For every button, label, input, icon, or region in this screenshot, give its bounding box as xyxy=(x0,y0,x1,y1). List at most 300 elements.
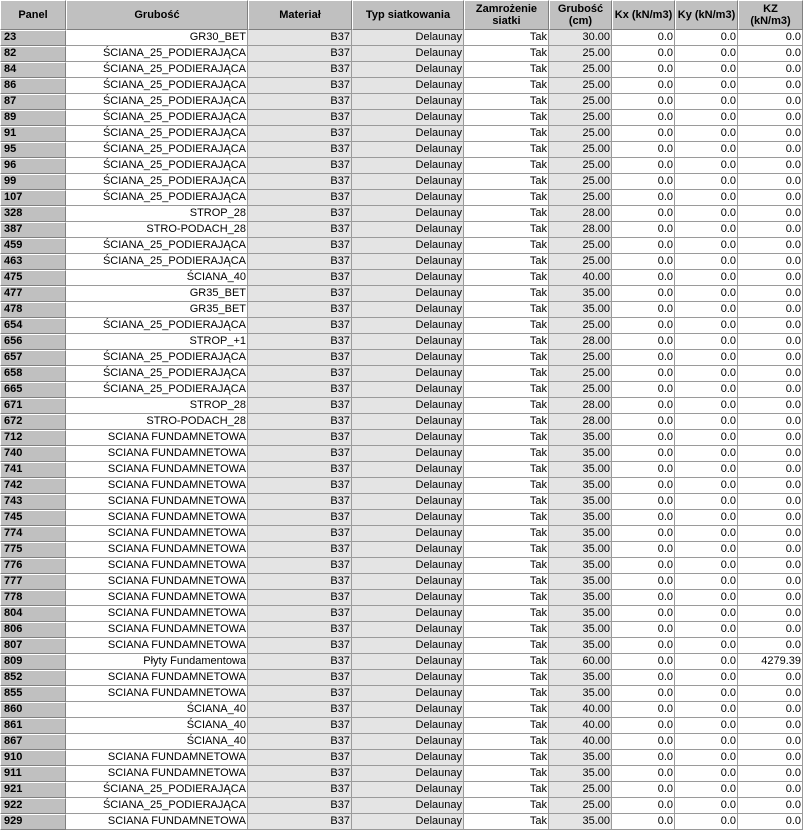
table-row[interactable] xyxy=(0,606,803,622)
cell-grubosc_cm[interactable]: 35.00 xyxy=(549,478,612,494)
cell-material[interactable]: B37 xyxy=(248,62,352,78)
row-header-panel[interactable]: 95 xyxy=(0,142,66,158)
cell-grubosc_cm[interactable]: 25.00 xyxy=(549,174,612,190)
cell-material[interactable]: B37 xyxy=(248,350,352,366)
cell-ky[interactable]: 0.0 xyxy=(675,270,738,286)
row-header-panel[interactable]: 778 xyxy=(0,590,66,606)
cell-grubosc_cm[interactable]: 35.00 xyxy=(549,462,612,478)
cell-ky[interactable]: 0.0 xyxy=(675,622,738,638)
cell-grubosc[interactable]: ŚCIANA_25_PODIERAJĄCA xyxy=(66,318,248,334)
cell-kx[interactable]: 0.0 xyxy=(612,574,675,590)
cell-typ[interactable]: Delaunay xyxy=(352,622,464,638)
cell-grubosc_cm[interactable]: 35.00 xyxy=(549,446,612,462)
table-row[interactable] xyxy=(0,302,803,318)
cell-kz[interactable]: 0.0 xyxy=(738,286,803,302)
cell-ky[interactable]: 0.0 xyxy=(675,190,738,206)
row-header-panel[interactable]: 911 xyxy=(0,766,66,782)
table-row[interactable] xyxy=(0,462,803,478)
cell-material[interactable]: B37 xyxy=(248,110,352,126)
cell-grubosc[interactable]: SCIANA FUNDAMNETOWA xyxy=(66,510,248,526)
cell-typ[interactable]: Delaunay xyxy=(352,174,464,190)
cell-typ[interactable]: Delaunay xyxy=(352,782,464,798)
cell-grubosc_cm[interactable]: 25.00 xyxy=(549,94,612,110)
row-header-panel[interactable]: 91 xyxy=(0,126,66,142)
cell-kx[interactable]: 0.0 xyxy=(612,798,675,814)
cell-kx[interactable]: 0.0 xyxy=(612,510,675,526)
cell-grubosc[interactable]: Płyty Fundamentowa xyxy=(66,654,248,670)
cell-ky[interactable]: 0.0 xyxy=(675,30,738,46)
cell-kx[interactable]: 0.0 xyxy=(612,462,675,478)
cell-kx[interactable]: 0.0 xyxy=(612,638,675,654)
cell-typ[interactable]: Delaunay xyxy=(352,766,464,782)
cell-grubosc[interactable]: SCIANA FUNDAMNETOWA xyxy=(66,574,248,590)
cell-typ[interactable]: Delaunay xyxy=(352,446,464,462)
cell-material[interactable]: B37 xyxy=(248,286,352,302)
cell-typ[interactable]: Delaunay xyxy=(352,574,464,590)
cell-kx[interactable]: 0.0 xyxy=(612,654,675,670)
table-row[interactable] xyxy=(0,782,803,798)
cell-typ[interactable]: Delaunay xyxy=(352,670,464,686)
row-header-panel[interactable]: 774 xyxy=(0,526,66,542)
cell-kx[interactable]: 0.0 xyxy=(612,334,675,350)
column-header-kx[interactable]: Kx (kN/m3) xyxy=(612,0,675,30)
cell-typ[interactable]: Delaunay xyxy=(352,222,464,238)
table-row[interactable] xyxy=(0,414,803,430)
cell-zamrozenie[interactable]: Tak xyxy=(464,366,549,382)
cell-kz[interactable]: 0.0 xyxy=(738,462,803,478)
cell-zamrozenie[interactable]: Tak xyxy=(464,190,549,206)
cell-kx[interactable]: 0.0 xyxy=(612,734,675,750)
table-row[interactable] xyxy=(0,46,803,62)
cell-typ[interactable]: Delaunay xyxy=(352,462,464,478)
cell-material[interactable]: B37 xyxy=(248,238,352,254)
cell-grubosc_cm[interactable]: 35.00 xyxy=(549,574,612,590)
cell-grubosc[interactable]: STROP_28 xyxy=(66,206,248,222)
row-header-panel[interactable]: 89 xyxy=(0,110,66,126)
row-header-panel[interactable]: 776 xyxy=(0,558,66,574)
cell-kz[interactable]: 0.0 xyxy=(738,494,803,510)
cell-ky[interactable]: 0.0 xyxy=(675,78,738,94)
cell-grubosc_cm[interactable]: 35.00 xyxy=(549,558,612,574)
cell-grubosc[interactable]: SCIANA FUNDAMNETOWA xyxy=(66,766,248,782)
row-header-panel[interactable]: 861 xyxy=(0,718,66,734)
cell-grubosc[interactable]: SCIANA FUNDAMNETOWA xyxy=(66,494,248,510)
cell-typ[interactable]: Delaunay xyxy=(352,814,464,830)
cell-grubosc_cm[interactable]: 35.00 xyxy=(549,510,612,526)
cell-typ[interactable]: Delaunay xyxy=(352,238,464,254)
cell-kz[interactable]: 0.0 xyxy=(738,238,803,254)
cell-kx[interactable]: 0.0 xyxy=(612,494,675,510)
cell-typ[interactable]: Delaunay xyxy=(352,542,464,558)
cell-kx[interactable]: 0.0 xyxy=(612,590,675,606)
cell-grubosc_cm[interactable]: 35.00 xyxy=(549,638,612,654)
cell-grubosc_cm[interactable]: 25.00 xyxy=(549,382,612,398)
cell-ky[interactable]: 0.0 xyxy=(675,94,738,110)
cell-zamrozenie[interactable]: Tak xyxy=(464,62,549,78)
cell-kz[interactable]: 0.0 xyxy=(738,366,803,382)
row-header-panel[interactable]: 804 xyxy=(0,606,66,622)
cell-ky[interactable]: 0.0 xyxy=(675,222,738,238)
row-header-panel[interactable]: 741 xyxy=(0,462,66,478)
cell-kz[interactable]: 0.0 xyxy=(738,590,803,606)
cell-material[interactable]: B37 xyxy=(248,478,352,494)
cell-kx[interactable]: 0.0 xyxy=(612,382,675,398)
table-row[interactable] xyxy=(0,174,803,190)
cell-zamrozenie[interactable]: Tak xyxy=(464,414,549,430)
cell-kx[interactable]: 0.0 xyxy=(612,190,675,206)
cell-material[interactable]: B37 xyxy=(248,254,352,270)
table-row[interactable] xyxy=(0,286,803,302)
cell-grubosc[interactable]: ŚCIANA_25_PODIERAJĄCA xyxy=(66,254,248,270)
table-row[interactable] xyxy=(0,350,803,366)
row-header-panel[interactable]: 671 xyxy=(0,398,66,414)
cell-ky[interactable]: 0.0 xyxy=(675,654,738,670)
cell-kz[interactable]: 0.0 xyxy=(738,574,803,590)
cell-ky[interactable]: 0.0 xyxy=(675,798,738,814)
cell-kx[interactable]: 0.0 xyxy=(612,478,675,494)
cell-kz[interactable]: 0.0 xyxy=(738,414,803,430)
cell-grubosc_cm[interactable]: 40.00 xyxy=(549,702,612,718)
cell-typ[interactable]: Delaunay xyxy=(352,606,464,622)
cell-kz[interactable]: 0.0 xyxy=(738,126,803,142)
cell-kz[interactable]: 0.0 xyxy=(738,718,803,734)
cell-kx[interactable]: 0.0 xyxy=(612,206,675,222)
cell-grubosc_cm[interactable]: 35.00 xyxy=(549,302,612,318)
cell-ky[interactable]: 0.0 xyxy=(675,766,738,782)
cell-material[interactable]: B37 xyxy=(248,734,352,750)
cell-zamrozenie[interactable]: Tak xyxy=(464,478,549,494)
cell-kx[interactable]: 0.0 xyxy=(612,158,675,174)
cell-grubosc_cm[interactable]: 25.00 xyxy=(549,158,612,174)
cell-typ[interactable]: Delaunay xyxy=(352,526,464,542)
table-row[interactable] xyxy=(0,686,803,702)
cell-ky[interactable]: 0.0 xyxy=(675,334,738,350)
cell-zamrozenie[interactable]: Tak xyxy=(464,398,549,414)
cell-material[interactable]: B37 xyxy=(248,78,352,94)
row-header-panel[interactable]: 672 xyxy=(0,414,66,430)
cell-kx[interactable]: 0.0 xyxy=(612,286,675,302)
row-header-panel[interactable]: 745 xyxy=(0,510,66,526)
cell-kz[interactable]: 0.0 xyxy=(738,702,803,718)
cell-zamrozenie[interactable]: Tak xyxy=(464,126,549,142)
cell-material[interactable]: B37 xyxy=(248,430,352,446)
table-row[interactable] xyxy=(0,558,803,574)
cell-grubosc[interactable]: ŚCIANA_25_PODIERAJĄCA xyxy=(66,238,248,254)
cell-typ[interactable]: Delaunay xyxy=(352,302,464,318)
cell-ky[interactable]: 0.0 xyxy=(675,430,738,446)
cell-kz[interactable]: 0.0 xyxy=(738,766,803,782)
cell-material[interactable]: B37 xyxy=(248,702,352,718)
cell-kz[interactable]: 0.0 xyxy=(738,254,803,270)
cell-kz[interactable]: 0.0 xyxy=(738,350,803,366)
cell-zamrozenie[interactable]: Tak xyxy=(464,590,549,606)
cell-zamrozenie[interactable]: Tak xyxy=(464,462,549,478)
cell-material[interactable]: B37 xyxy=(248,382,352,398)
cell-material[interactable]: B37 xyxy=(248,542,352,558)
cell-grubosc_cm[interactable]: 60.00 xyxy=(549,654,612,670)
cell-grubosc_cm[interactable]: 25.00 xyxy=(549,238,612,254)
cell-material[interactable]: B37 xyxy=(248,494,352,510)
cell-kz[interactable]: 4279.39 xyxy=(738,654,803,670)
cell-typ[interactable]: Delaunay xyxy=(352,414,464,430)
table-row[interactable] xyxy=(0,654,803,670)
column-header-zamrozenie[interactable]: Zamrożenie siatki xyxy=(464,0,549,30)
cell-grubosc[interactable]: ŚCIANA_25_PODIERAJĄCA xyxy=(66,190,248,206)
cell-kx[interactable]: 0.0 xyxy=(612,814,675,830)
cell-kx[interactable]: 0.0 xyxy=(612,750,675,766)
cell-zamrozenie[interactable]: Tak xyxy=(464,430,549,446)
cell-ky[interactable]: 0.0 xyxy=(675,702,738,718)
cell-ky[interactable]: 0.0 xyxy=(675,174,738,190)
cell-kx[interactable]: 0.0 xyxy=(612,718,675,734)
cell-ky[interactable]: 0.0 xyxy=(675,478,738,494)
cell-ky[interactable]: 0.0 xyxy=(675,670,738,686)
cell-material[interactable]: B37 xyxy=(248,558,352,574)
row-header-panel[interactable]: 657 xyxy=(0,350,66,366)
cell-grubosc_cm[interactable]: 28.00 xyxy=(549,334,612,350)
cell-grubosc[interactable]: ŚCIANA_40 xyxy=(66,718,248,734)
row-header-panel[interactable]: 463 xyxy=(0,254,66,270)
cell-zamrozenie[interactable]: Tak xyxy=(464,622,549,638)
cell-kx[interactable]: 0.0 xyxy=(612,142,675,158)
cell-typ[interactable]: Delaunay xyxy=(352,366,464,382)
cell-ky[interactable]: 0.0 xyxy=(675,494,738,510)
cell-zamrozenie[interactable]: Tak xyxy=(464,558,549,574)
row-header-panel[interactable]: 86 xyxy=(0,78,66,94)
cell-material[interactable]: B37 xyxy=(248,654,352,670)
cell-kz[interactable]: 0.0 xyxy=(738,446,803,462)
cell-kz[interactable]: 0.0 xyxy=(738,302,803,318)
cell-kx[interactable]: 0.0 xyxy=(612,302,675,318)
cell-grubosc_cm[interactable]: 25.00 xyxy=(549,798,612,814)
cell-ky[interactable]: 0.0 xyxy=(675,462,738,478)
table-row[interactable] xyxy=(0,702,803,718)
cell-typ[interactable]: Delaunay xyxy=(352,494,464,510)
cell-zamrozenie[interactable]: Tak xyxy=(464,78,549,94)
cell-grubosc[interactable]: ŚCIANA_25_PODIERAJĄCA xyxy=(66,126,248,142)
cell-grubosc_cm[interactable]: 35.00 xyxy=(549,766,612,782)
cell-zamrozenie[interactable]: Tak xyxy=(464,526,549,542)
cell-zamrozenie[interactable]: Tak xyxy=(464,270,549,286)
table-row[interactable] xyxy=(0,734,803,750)
row-header-panel[interactable]: 740 xyxy=(0,446,66,462)
cell-typ[interactable]: Delaunay xyxy=(352,510,464,526)
row-header-panel[interactable]: 777 xyxy=(0,574,66,590)
cell-ky[interactable]: 0.0 xyxy=(675,382,738,398)
cell-grubosc_cm[interactable]: 35.00 xyxy=(549,286,612,302)
row-header-panel[interactable]: 23 xyxy=(0,30,66,46)
cell-ky[interactable]: 0.0 xyxy=(675,350,738,366)
cell-zamrozenie[interactable]: Tak xyxy=(464,174,549,190)
cell-kz[interactable]: 0.0 xyxy=(738,158,803,174)
column-header-ky[interactable]: Ky (kN/m3) xyxy=(675,0,738,30)
cell-material[interactable]: B37 xyxy=(248,798,352,814)
cell-zamrozenie[interactable]: Tak xyxy=(464,494,549,510)
cell-kx[interactable]: 0.0 xyxy=(612,606,675,622)
cell-kx[interactable]: 0.0 xyxy=(612,558,675,574)
cell-grubosc[interactable]: SCIANA FUNDAMNETOWA xyxy=(66,558,248,574)
cell-grubosc_cm[interactable]: 35.00 xyxy=(549,814,612,830)
cell-grubosc_cm[interactable]: 35.00 xyxy=(549,622,612,638)
cell-grubosc_cm[interactable]: 25.00 xyxy=(549,62,612,78)
cell-zamrozenie[interactable]: Tak xyxy=(464,766,549,782)
table-row[interactable] xyxy=(0,158,803,174)
cell-grubosc_cm[interactable]: 35.00 xyxy=(549,494,612,510)
cell-typ[interactable]: Delaunay xyxy=(352,254,464,270)
cell-kz[interactable]: 0.0 xyxy=(738,46,803,62)
cell-kz[interactable]: 0.0 xyxy=(738,638,803,654)
table-row[interactable] xyxy=(0,542,803,558)
table-row[interactable] xyxy=(0,78,803,94)
cell-kz[interactable]: 0.0 xyxy=(738,558,803,574)
cell-kx[interactable]: 0.0 xyxy=(612,670,675,686)
cell-kx[interactable]: 0.0 xyxy=(612,350,675,366)
cell-kx[interactable]: 0.0 xyxy=(612,398,675,414)
table-row[interactable] xyxy=(0,238,803,254)
cell-material[interactable]: B37 xyxy=(248,414,352,430)
cell-material[interactable]: B37 xyxy=(248,750,352,766)
table-row[interactable] xyxy=(0,750,803,766)
table-row[interactable] xyxy=(0,190,803,206)
cell-material[interactable]: B37 xyxy=(248,526,352,542)
cell-grubosc[interactable]: SCIANA FUNDAMNETOWA xyxy=(66,590,248,606)
cell-kz[interactable]: 0.0 xyxy=(738,750,803,766)
row-header-panel[interactable]: 910 xyxy=(0,750,66,766)
cell-grubosc[interactable]: ŚCIANA_25_PODIERAJĄCA xyxy=(66,94,248,110)
cell-material[interactable]: B37 xyxy=(248,158,352,174)
cell-material[interactable]: B37 xyxy=(248,334,352,350)
cell-typ[interactable]: Delaunay xyxy=(352,78,464,94)
cell-kz[interactable]: 0.0 xyxy=(738,78,803,94)
cell-ky[interactable]: 0.0 xyxy=(675,254,738,270)
cell-material[interactable]: B37 xyxy=(248,446,352,462)
cell-ky[interactable]: 0.0 xyxy=(675,46,738,62)
cell-material[interactable]: B37 xyxy=(248,814,352,830)
table-row[interactable] xyxy=(0,798,803,814)
cell-ky[interactable]: 0.0 xyxy=(675,686,738,702)
cell-kx[interactable]: 0.0 xyxy=(612,270,675,286)
table-row[interactable] xyxy=(0,574,803,590)
cell-typ[interactable]: Delaunay xyxy=(352,718,464,734)
cell-material[interactable]: B37 xyxy=(248,206,352,222)
cell-kz[interactable]: 0.0 xyxy=(738,398,803,414)
column-header-grubosc[interactable]: Grubość xyxy=(66,0,248,30)
cell-kz[interactable]: 0.0 xyxy=(738,734,803,750)
cell-zamrozenie[interactable]: Tak xyxy=(464,718,549,734)
cell-kx[interactable]: 0.0 xyxy=(612,238,675,254)
table-row[interactable] xyxy=(0,62,803,78)
cell-kz[interactable]: 0.0 xyxy=(738,542,803,558)
cell-grubosc_cm[interactable]: 28.00 xyxy=(549,398,612,414)
cell-typ[interactable]: Delaunay xyxy=(352,334,464,350)
cell-ky[interactable]: 0.0 xyxy=(675,558,738,574)
cell-zamrozenie[interactable]: Tak xyxy=(464,238,549,254)
cell-grubosc[interactable]: SCIANA FUNDAMNETOWA xyxy=(66,526,248,542)
cell-grubosc_cm[interactable]: 35.00 xyxy=(549,542,612,558)
cell-material[interactable]: B37 xyxy=(248,318,352,334)
row-header-panel[interactable]: 921 xyxy=(0,782,66,798)
cell-zamrozenie[interactable]: Tak xyxy=(464,302,549,318)
table-row[interactable] xyxy=(0,206,803,222)
cell-grubosc_cm[interactable]: 35.00 xyxy=(549,606,612,622)
cell-zamrozenie[interactable]: Tak xyxy=(464,734,549,750)
cell-typ[interactable]: Delaunay xyxy=(352,30,464,46)
cell-kx[interactable]: 0.0 xyxy=(612,414,675,430)
cell-grubosc[interactable]: ŚCIANA_25_PODIERAJĄCA xyxy=(66,382,248,398)
cell-zamrozenie[interactable]: Tak xyxy=(464,654,549,670)
cell-kx[interactable]: 0.0 xyxy=(612,46,675,62)
cell-typ[interactable]: Delaunay xyxy=(352,638,464,654)
cell-material[interactable]: B37 xyxy=(248,126,352,142)
table-row[interactable] xyxy=(0,142,803,158)
cell-grubosc[interactable]: GR35_BET xyxy=(66,286,248,302)
cell-ky[interactable]: 0.0 xyxy=(675,414,738,430)
cell-ky[interactable]: 0.0 xyxy=(675,142,738,158)
cell-kz[interactable]: 0.0 xyxy=(738,382,803,398)
cell-typ[interactable]: Delaunay xyxy=(352,686,464,702)
cell-typ[interactable]: Delaunay xyxy=(352,398,464,414)
cell-kx[interactable]: 0.0 xyxy=(612,30,675,46)
row-header-panel[interactable]: 712 xyxy=(0,430,66,446)
cell-typ[interactable]: Delaunay xyxy=(352,382,464,398)
table-row[interactable] xyxy=(0,270,803,286)
table-row[interactable] xyxy=(0,382,803,398)
cell-grubosc[interactable]: STROP_+1 xyxy=(66,334,248,350)
column-header-kz[interactable]: KZ (kN/m3) xyxy=(738,0,803,30)
cell-grubosc_cm[interactable]: 35.00 xyxy=(549,750,612,766)
cell-grubosc_cm[interactable]: 25.00 xyxy=(549,110,612,126)
row-header-panel[interactable]: 867 xyxy=(0,734,66,750)
table-row[interactable] xyxy=(0,590,803,606)
cell-grubosc[interactable]: SCIANA FUNDAMNETOWA xyxy=(66,462,248,478)
column-header-typ[interactable]: Typ siatkowania xyxy=(352,0,464,30)
cell-ky[interactable]: 0.0 xyxy=(675,574,738,590)
cell-material[interactable]: B37 xyxy=(248,766,352,782)
cell-material[interactable]: B37 xyxy=(248,782,352,798)
cell-kz[interactable]: 0.0 xyxy=(738,270,803,286)
table-row[interactable] xyxy=(0,334,803,350)
cell-kx[interactable]: 0.0 xyxy=(612,686,675,702)
cell-grubosc[interactable]: GR30_BET xyxy=(66,30,248,46)
cell-typ[interactable]: Delaunay xyxy=(352,430,464,446)
cell-grubosc[interactable]: SCIANA FUNDAMNETOWA xyxy=(66,478,248,494)
table-row[interactable] xyxy=(0,494,803,510)
cell-zamrozenie[interactable]: Tak xyxy=(464,30,549,46)
cell-typ[interactable]: Delaunay xyxy=(352,702,464,718)
cell-ky[interactable]: 0.0 xyxy=(675,734,738,750)
cell-zamrozenie[interactable]: Tak xyxy=(464,542,549,558)
cell-grubosc[interactable]: SCIANA FUNDAMNETOWA xyxy=(66,638,248,654)
row-header-panel[interactable]: 99 xyxy=(0,174,66,190)
row-header-panel[interactable]: 922 xyxy=(0,798,66,814)
cell-ky[interactable]: 0.0 xyxy=(675,398,738,414)
cell-ky[interactable]: 0.0 xyxy=(675,366,738,382)
cell-grubosc_cm[interactable]: 40.00 xyxy=(549,734,612,750)
cell-grubosc[interactable]: SCIANA FUNDAMNETOWA xyxy=(66,446,248,462)
cell-ky[interactable]: 0.0 xyxy=(675,286,738,302)
column-header-grubosc_cm[interactable]: Grubość (cm) xyxy=(549,0,612,30)
cell-grubosc_cm[interactable]: 25.00 xyxy=(549,782,612,798)
table-row[interactable] xyxy=(0,478,803,494)
cell-kz[interactable]: 0.0 xyxy=(738,190,803,206)
cell-kx[interactable]: 0.0 xyxy=(612,526,675,542)
cell-grubosc[interactable]: ŚCIANA_40 xyxy=(66,270,248,286)
cell-zamrozenie[interactable]: Tak xyxy=(464,798,549,814)
cell-grubosc_cm[interactable]: 35.00 xyxy=(549,670,612,686)
table-row[interactable] xyxy=(0,430,803,446)
row-header-panel[interactable]: 860 xyxy=(0,702,66,718)
cell-kz[interactable]: 0.0 xyxy=(738,606,803,622)
